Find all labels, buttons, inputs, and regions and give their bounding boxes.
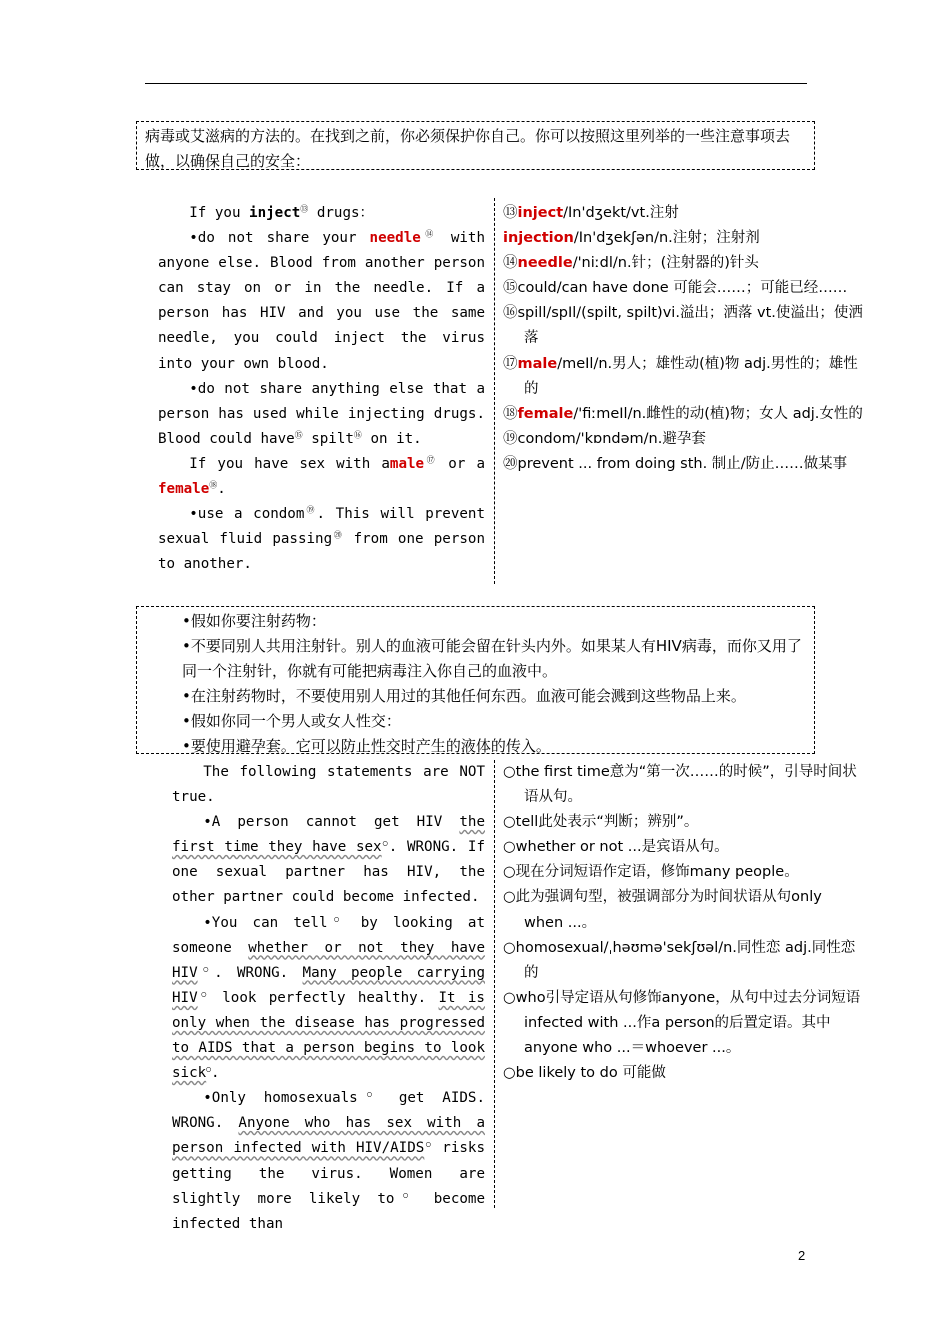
vocab-note: ⑳prevent ... from doing sth. 制止/防止……做某事 — [503, 455, 848, 472]
grammar-note: ○现在分词短语作定语，修饰many people。 — [503, 864, 799, 881]
column-divider — [494, 760, 495, 1208]
passage-paragraph: •You can tell○ by looking at someone whether or not they have HIV○. WRONG. Many people carrying HIV○ look perfectly healthy. It is only when the disease has progressed to AIDS that a person begins to look sick○. — [172, 913, 485, 1082]
grammar-notes-2 — [503, 760, 863, 1086]
vocab-notes-1 — [503, 201, 863, 477]
translation-line: •不要同别人共用注射针。别人的血液可能会留在针头内外。如果某人有HIV病毒，而你又用了同一个注射针，你就有可能把病毒注入你自己的血液中。 — [182, 637, 802, 680]
passage-paragraph: The following statements are NOT true. — [172, 764, 485, 806]
column-divider — [494, 198, 495, 584]
grammar-note: ○此为强调句型，被强调部分为时间状语从句only when ...。 — [503, 889, 822, 931]
page-number: 2 — [798, 1248, 806, 1263]
passage-paragraph: •A person cannot get HIV the first time they have sex○. WRONG. If one sexual partner has HIV, the other partner could become infected. — [172, 814, 485, 906]
english-passage-2 — [172, 760, 485, 1237]
vocab-note: ⑯spill/spIl/(spilt, spilt)vi.溢出；洒落 vt.使溢出；使洒落 — [503, 305, 863, 347]
translation-line: •在注射药物时，不要使用别人用过的其他任何东西。血液可能会溅到这些物品上来。 — [182, 687, 746, 705]
translation-line: •假如你同一个男人或女人性交： — [182, 712, 401, 730]
translation-line: •假如你要注射药物： — [182, 612, 326, 630]
grammar-note: ○be likely to do 可能做 — [503, 1065, 666, 1082]
vocab-note: ⑮could/can have done 可能会……；可能已经…… — [503, 280, 848, 297]
vocab-note: ⑬inject/In'dʒekt/vt.注射 — [503, 205, 679, 221]
grammar-note: ○the first time意为“第一次……的时候”，引导时间状语从句。 — [503, 764, 857, 806]
vocab-note: ⑲condom/'kɒndəm/n.避孕套 — [503, 430, 706, 447]
vocab-note: ⑰male/meIl/n.男人；雄性动(植)物 adj.男性的；雄性的 — [503, 355, 858, 397]
translation-text: 病毒或艾滋病的方法的。在找到之前，你必须保护你自己。你可以按照这里列举的一些注意事项去做，以确保自己的安全： — [145, 127, 791, 170]
grammar-note: ○tell此处表示“判断；辨别”。 — [503, 814, 699, 831]
translation-box-middle — [136, 606, 815, 754]
passage-paragraph: •do not share your needle⑭ with anyone else. Blood from another person can stay on or in the needle. If a person has HIV and you use the same needle, you could inject the virus into your own blood. — [158, 229, 485, 372]
english-passage-1 — [158, 201, 485, 577]
grammar-note: ○homosexual/ˌhəʊmə'sekʃʊəl/n.同性恋 adj.同性恋的 — [503, 939, 856, 981]
grammar-note: ○who引导定语从句修饰anyone，从句中过去分词短语infected with ...作a person的后置定语。其中anyone who ...＝whoever ...。 — [503, 989, 861, 1057]
passage-paragraph: •use a condom⑲. This will prevent sexual fluid passing⑳ from one person to another. — [158, 505, 486, 573]
grammar-note: ○whether or not ...是宾语从句。 — [503, 839, 729, 856]
translation-box-top — [136, 121, 815, 170]
vocab-note: ⑱female/'fiːmeIl/n.雌性的动(植)物；女人 adj.女性的 — [503, 405, 863, 422]
passage-paragraph: •do not share anything else that a person has used while injecting drugs. Blood could have⑮ spilt⑯ on it. — [158, 380, 485, 447]
passage-paragraph: If you have sex with amale⑰ or a female⑱. — [158, 455, 485, 498]
passage-paragraph: •Only homosexuals○ get AIDS. WRONG. Anyone who has sex with a person infected with HIV/AIDS○ risks getting the virus. Women are slightly more likely to○ become infected than — [172, 1089, 485, 1232]
vocab-note: injection/In'dʒekʃən/n.注射；注射剂 — [503, 230, 760, 247]
translation-line: •要使用避孕套。它可以防止性交时产生的液体的传入。 — [182, 737, 551, 755]
passage-paragraph: If you inject⑬ drugs： — [189, 204, 374, 221]
vocab-note: ⑭needle/'niːdl/n.针；(注射器的)针头 — [503, 255, 759, 272]
header-rule — [145, 83, 807, 84]
